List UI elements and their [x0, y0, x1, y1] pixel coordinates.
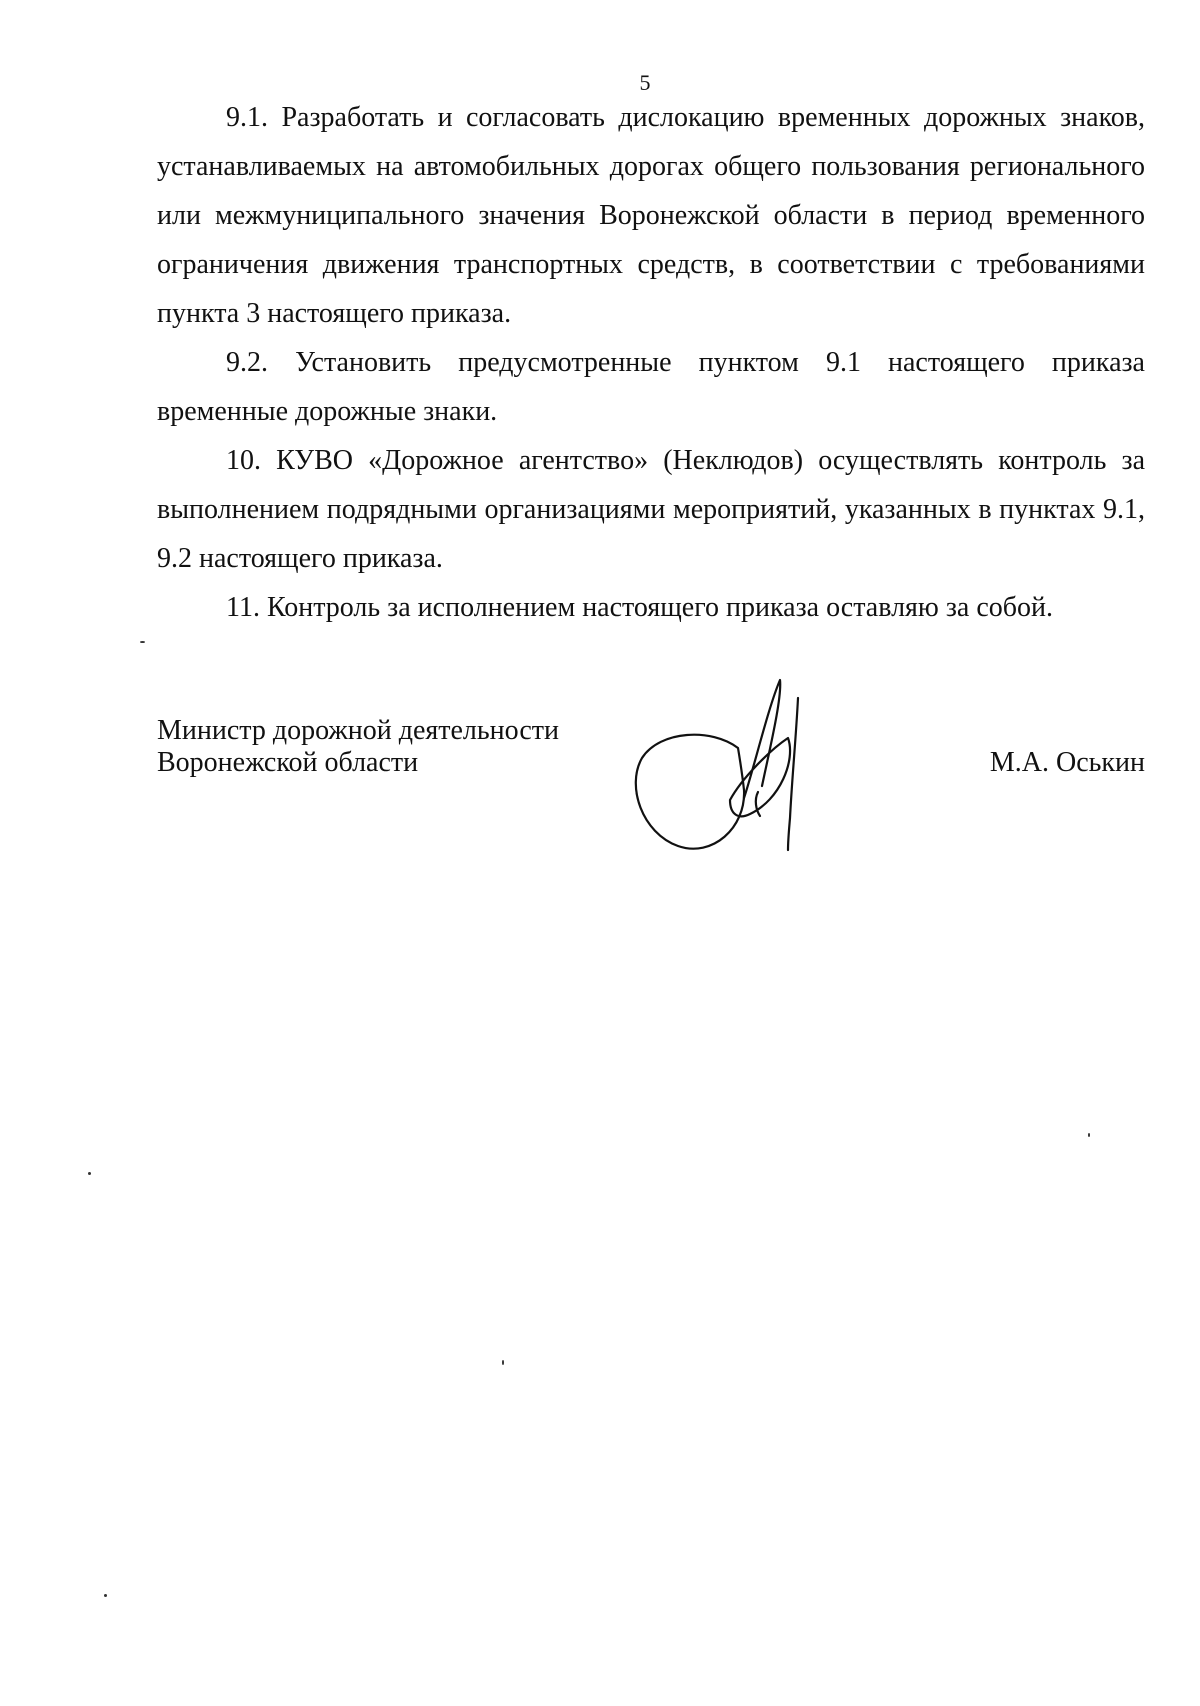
scan-speck: [104, 1594, 107, 1597]
signatory-position-line-1: Министр дорожной деятельности: [157, 715, 560, 746]
handwritten-signature-icon: [620, 668, 840, 868]
paragraph-11: 11. Контроль за исполнением настоящего приказа оставляю за собой.: [226, 592, 1053, 623]
paragraph-10: 10. КУВО «Дорожное агентство» (Неклюдов) осуществлять контроль за выполнением подрядными организациями мероприятий, указанных в пунктах 9.1, 9.2 настоящего приказа.: [157, 445, 1145, 574]
scan-speck: [502, 1360, 504, 1365]
document-body: [157, 93, 1145, 632]
scan-speck: [88, 1172, 91, 1175]
paragraph-9-2: 9.2. Установить предусмотренные пунктом 9.1 настоящего приказа временные дорожные знаки.: [157, 347, 1145, 427]
signatory-position: [157, 715, 559, 779]
scan-speck: [140, 641, 145, 643]
page-number: 5: [639, 70, 651, 95]
paragraph-9-1: 9.1. Разработать и согласовать дислокацию временных дорожных знаков, устанавливаемых на автомобильных дорогах общего пользования регионального или межмуниципального значения Воронежской области в период временного ограничения движения транспортных средств, в соответствии с требованиями пункта 3 настоящего приказа.: [157, 102, 1145, 329]
signatory-name: М.А. Оськин: [989, 747, 1145, 778]
scan-speck: [1088, 1133, 1090, 1137]
signatory-position-line-2: Воронежской области: [157, 747, 419, 778]
